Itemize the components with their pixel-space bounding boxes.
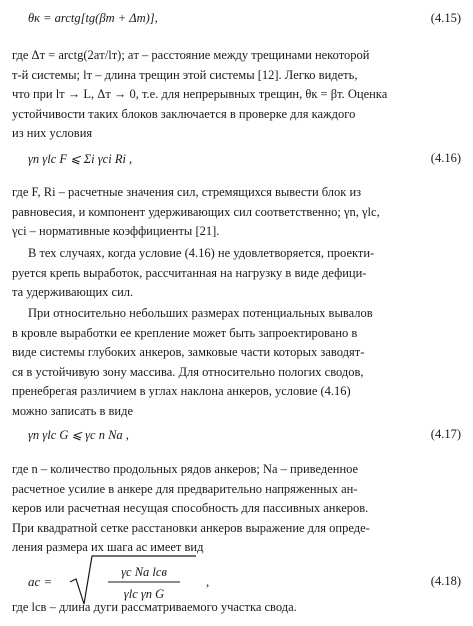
text-line: При относительно небольших размерах потенциальных вывалов <box>28 306 373 320</box>
text-line: т-й системы; lт – длина трещин этой системы [12]. Легко видеть, <box>12 67 358 82</box>
equation-number: (4.17) <box>430 427 461 441</box>
text-line: можно записать в виде <box>12 403 133 418</box>
equation-expression: γn γlc F ⩽ Σi γci Ri , <box>28 152 133 166</box>
text-line: керов или расчетная несущая способность для пассивных анкеров. <box>12 501 369 516</box>
equation-number: (4.15) <box>430 11 461 25</box>
text-line: ся в устойчивую зону массива. Для относительно пологих сводов, <box>12 364 364 379</box>
paragraph-3 <box>12 244 462 303</box>
text-line: виде системы глубоких анкеров, замковые части которых заводят- <box>12 345 365 360</box>
equation-lhs: ac = <box>28 574 53 589</box>
text-line: устойчивости таких блоков заключается в проверке для каждого <box>12 106 356 121</box>
equation-expression: θк = arctg[tg(βт + Δт)], <box>28 11 158 25</box>
paragraph-4 <box>12 304 462 422</box>
paragraph-1 <box>12 46 462 144</box>
text-line: где n – количество продольных рядов анкеров; Na – приведенное <box>12 462 359 476</box>
text-line: где lсв – длина дуги рассматриваемого участка свода. <box>12 600 297 614</box>
text-line: В тех случаях, когда условие (4.16) не удовлетворяется, проекти- <box>28 246 375 260</box>
text-line: руется крепь выработок, рассчитанная на нагрузку в виде дефици- <box>12 265 367 280</box>
equation-number: (4.16) <box>430 151 461 165</box>
text-line: пренебрегая различием в углах наклона анкеров, условие (4.16) <box>12 384 351 399</box>
text-line: равновесия, и компонент удерживающих сил соответственно; γn, γlc, <box>12 204 380 219</box>
fraction-denominator: γlc γn G <box>123 587 165 601</box>
equation-4-17 <box>0 424 473 448</box>
text-line: При квадратной сетке расстановки анкеров выражение для опреде- <box>12 520 370 535</box>
fraction-numerator: γc Na lсв <box>121 565 167 579</box>
paragraph-6 <box>12 598 462 618</box>
paragraph-5 <box>12 460 462 558</box>
text-line: та удерживающих сил. <box>12 285 134 300</box>
text-line: из них условия <box>12 126 93 141</box>
text-line: расчетное усилие в анкере для предварительно напряженных ан- <box>12 481 358 496</box>
equation-comma: , <box>206 574 210 589</box>
text-line: ления размера их шага ac имеет вид <box>12 540 204 555</box>
equation-4-16 <box>0 148 473 172</box>
equation-expression: γn γlc G ⩽ γc n Na , <box>28 428 129 442</box>
equation-4-15 <box>0 8 473 32</box>
equation-number: (4.18) <box>430 574 461 588</box>
paragraph-2 <box>12 183 462 242</box>
text-line: что при lт → L, Δт → 0, т.е. для непрерывных трещин, θк = βт. Оценка <box>12 87 388 102</box>
text-line: в кровле выработки ее крепление может быть запроектировано в <box>12 325 358 340</box>
text-line: γci – нормативные коэффициенты [21]. <box>12 224 220 239</box>
text-line: где Δт = arctg(2aт/lт); aт – расстояние между трещинами некоторой <box>12 48 370 62</box>
text-line: где F, Ri – расчетные значения сил, стремящихся вывести блок из <box>12 185 362 199</box>
